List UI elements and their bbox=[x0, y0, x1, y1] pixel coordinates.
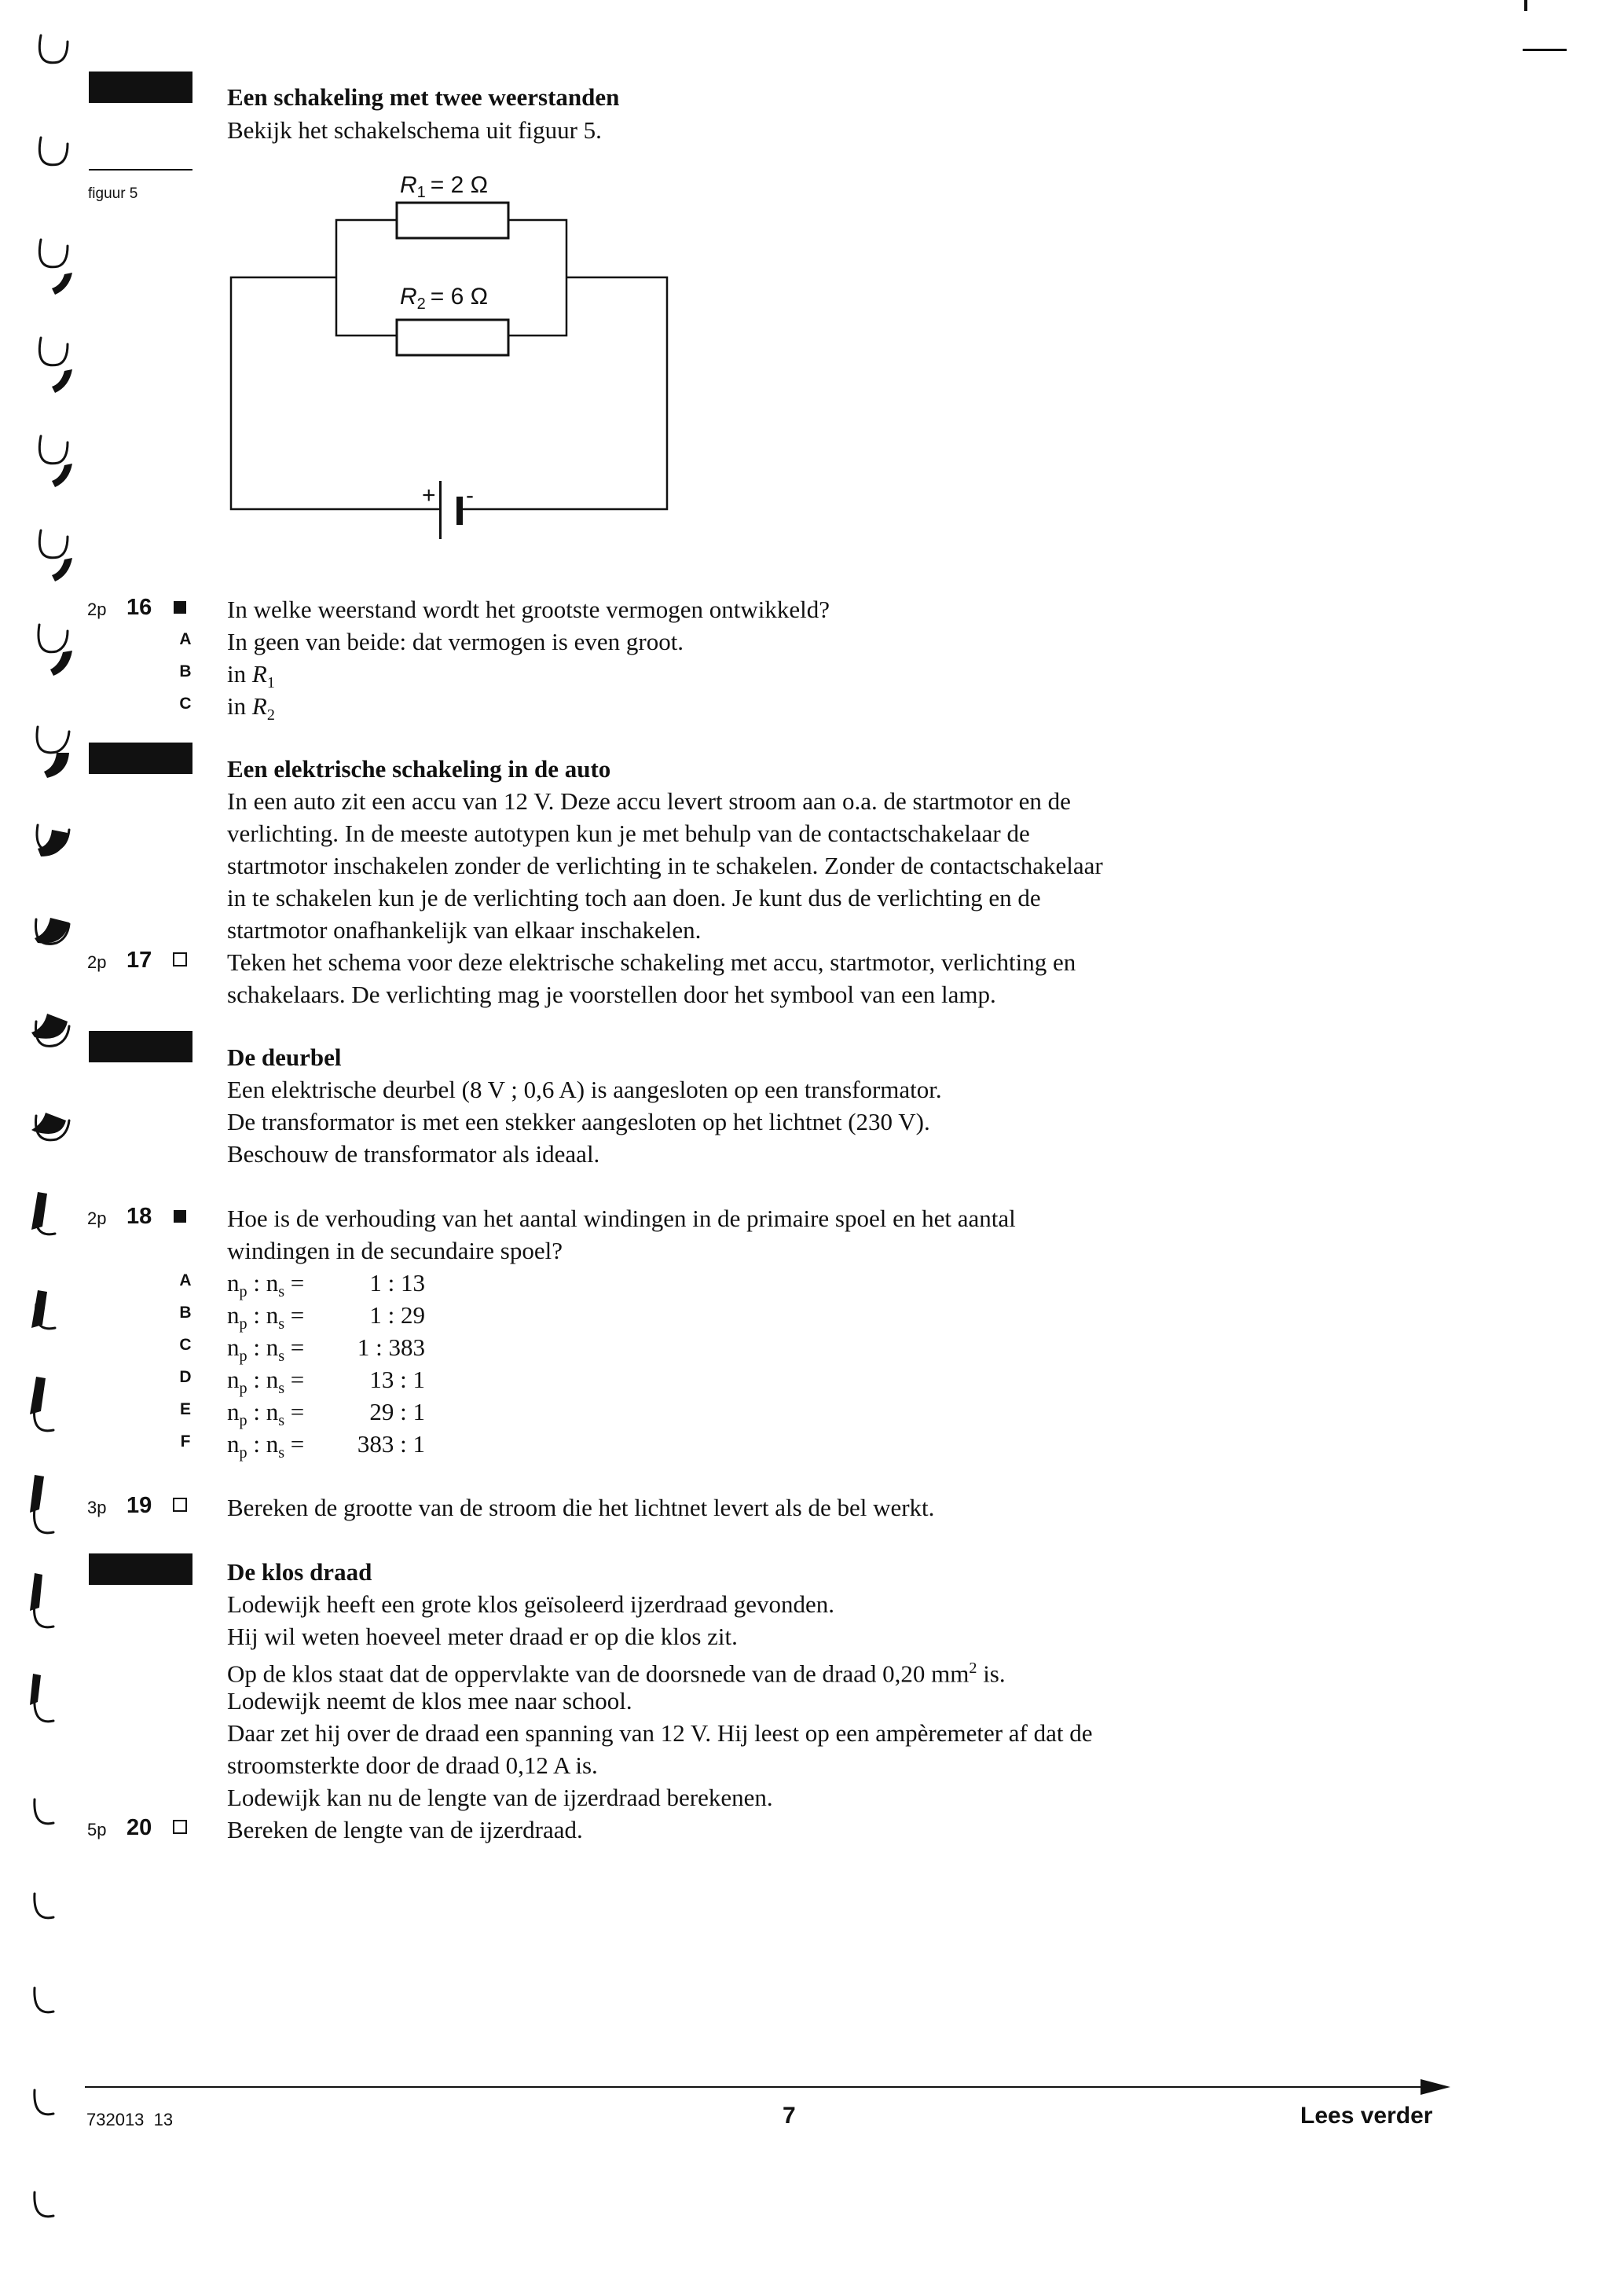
curl-mark bbox=[35, 1509, 54, 1533]
question-text: Bereken de lengte van de ijzerdraad. bbox=[227, 1816, 583, 1843]
option-letter: C bbox=[179, 1336, 192, 1354]
wire bbox=[508, 220, 566, 336]
question-number: 19 bbox=[126, 1493, 152, 1518]
circuit-diagram bbox=[220, 157, 691, 558]
question-number-16 bbox=[87, 595, 189, 623]
footer-code: 732013 13 bbox=[86, 2110, 174, 2129]
question-text: windingen in de secundaire spoel? bbox=[227, 1237, 563, 1264]
multiple-choice-square-icon bbox=[174, 1210, 186, 1223]
points-label: 2p bbox=[87, 952, 107, 972]
section-intro: Bekijk het schakelschema uit figuur 5. bbox=[227, 116, 602, 144]
open-question-box-icon bbox=[173, 952, 187, 966]
paragraph-line: In een auto zit een accu van 12 V. Deze accu levert stroom aan o.a. de startmotor en de bbox=[227, 787, 1071, 815]
paragraph-line: De transformator is met een stekker aangesloten op het lichtnet (230 V). bbox=[227, 1108, 930, 1135]
paragraph-line: startmotor inschakelen zonder de verlichting in te schakelen. Zonder de contactschakelaar bbox=[227, 852, 1103, 879]
footer-arrow-rule bbox=[85, 2078, 1452, 2096]
paragraph-line: Hij wil weten hoeveel meter draad er op die klos zit. bbox=[227, 1623, 738, 1650]
option-letter: B bbox=[179, 662, 192, 680]
option-text: in $R_1$ bbox=[227, 660, 275, 692]
resistor-r1 bbox=[397, 203, 508, 238]
points-label: 5p bbox=[87, 1820, 107, 1839]
section-marker bbox=[89, 743, 192, 774]
r1-label: $R_1 = 2$ Ω bbox=[400, 172, 489, 201]
option-letter: E bbox=[179, 1400, 191, 1418]
figure-rule bbox=[89, 169, 192, 171]
section-marker bbox=[89, 1553, 192, 1585]
ratio-option: $n_p$ : $n_s = 1$ : 29 bbox=[227, 1301, 425, 1333]
curl-mark bbox=[39, 530, 68, 558]
question-text: Teken het schema voor deze elektrische schakeling met accu, startmotor, verlichting en bbox=[227, 948, 1076, 976]
option-letter: B bbox=[179, 1304, 192, 1322]
option-text: In geen van beide: dat vermogen is even groot. bbox=[227, 628, 684, 655]
battery-long-plate bbox=[439, 481, 442, 539]
question-number-17 bbox=[87, 948, 189, 976]
paragraph-line: Lodewijk neemt de klos mee naar school. bbox=[227, 1687, 632, 1715]
question-number: 17 bbox=[126, 948, 152, 973]
corner-dash bbox=[1523, 49, 1567, 51]
battery-minus: - bbox=[466, 482, 474, 508]
section-marker bbox=[89, 1031, 192, 1062]
curl-mark bbox=[35, 1988, 53, 2012]
battery-plus: + bbox=[422, 482, 436, 508]
paragraph-line: Op de klos staat dat de oppervlakte van de doorsnede van de draad 0,20 $mm^2$ is. bbox=[227, 1660, 1006, 1688]
points-label: 2p bbox=[87, 1209, 107, 1228]
question-number-19 bbox=[87, 1493, 189, 1521]
curl-mark bbox=[39, 138, 68, 165]
open-question-box-icon bbox=[173, 1820, 187, 1834]
curl-mark bbox=[35, 1894, 53, 1918]
paragraph-line: in te schakelen kun je de verlichting toch aan doen. Je kunt dus de verlichting en de bbox=[227, 884, 1041, 911]
footer-continue: Lees verder bbox=[1300, 2103, 1433, 2129]
multiple-choice-square-icon bbox=[174, 601, 186, 614]
question-number-18 bbox=[87, 1204, 189, 1232]
paragraph-line: stroomsterkte door de draad 0,12 A is. bbox=[227, 1751, 598, 1779]
points-label: 3p bbox=[87, 1498, 107, 1517]
ratio-option: $n_p$ : $n_s = 383$ : 1 bbox=[227, 1430, 425, 1462]
section-title: Een elektrische schakeling in de auto bbox=[227, 755, 611, 783]
curl-mark bbox=[39, 240, 68, 267]
question-number-20 bbox=[87, 1815, 189, 1843]
battery-short-plate bbox=[456, 497, 463, 525]
figure-label: figuur 5 bbox=[88, 185, 138, 202]
footer-page-number: 7 bbox=[783, 2103, 796, 2129]
wire bbox=[460, 277, 667, 509]
option-letter: A bbox=[179, 630, 192, 648]
question-text: In welke weerstand wordt het grootste vermogen ontwikkeld? bbox=[227, 596, 830, 623]
question-text: schakelaars. De verlichting mag je voorstellen door het symbool van een lamp. bbox=[227, 981, 996, 1008]
r2-label: $R_2 = 6$ Ω bbox=[400, 284, 489, 313]
ratio-option: $n_p$ : $n_s = 1$ : 13 bbox=[227, 1269, 425, 1301]
question-number: 18 bbox=[126, 1204, 152, 1229]
question-number: 16 bbox=[126, 595, 152, 620]
paragraph-line: Beschouw de transformator als ideaal. bbox=[227, 1140, 600, 1168]
section-title: Een schakeling met twee weerstanden bbox=[227, 83, 620, 111]
curl-mark bbox=[35, 2192, 53, 2217]
option-letter: C bbox=[179, 695, 192, 713]
question-text: Bereken de grootte van de stroom die het lichtnet levert als de bel werkt. bbox=[227, 1494, 935, 1521]
question-text: Hoe is de verhouding van het aantal windingen in de primaire spoel en het aantal bbox=[227, 1205, 1016, 1232]
paragraph-line: verlichting. In de meeste autotypen kun je met behulp van de contactschakelaar de bbox=[227, 820, 1030, 847]
curl-mark bbox=[39, 35, 68, 63]
paragraph-line: Lodewijk kan nu de lengte van de ijzerdraad berekenen. bbox=[227, 1784, 773, 1811]
paragraph-line: Een elektrische deurbel (8 V ; 0,6 A) is aangesloten op een transformator. bbox=[227, 1076, 942, 1103]
curl-mark bbox=[35, 1799, 53, 1824]
section-marker bbox=[89, 72, 192, 103]
open-question-box-icon bbox=[173, 1498, 187, 1512]
arrow-right-icon bbox=[1421, 2079, 1450, 2095]
points-label: 2p bbox=[87, 600, 107, 619]
paragraph-line: Lodewijk heeft een grote klos geïsoleerd ijzerdraad gevonden. bbox=[227, 1590, 834, 1618]
curl-mark bbox=[39, 436, 68, 464]
option-letter: F bbox=[180, 1432, 191, 1451]
question-number: 20 bbox=[126, 1815, 152, 1840]
curl-mark bbox=[35, 2090, 53, 2114]
option-letter: D bbox=[179, 1368, 192, 1386]
binding-marks bbox=[0, 0, 94, 2296]
option-text: in $R_2$ bbox=[227, 692, 275, 724]
paragraph-line: startmotor onafhankelijk van elkaar inschakelen. bbox=[227, 916, 702, 944]
corner-mark bbox=[1524, 0, 1527, 11]
section-title: De deurbel bbox=[227, 1043, 342, 1071]
option-letter: A bbox=[179, 1271, 192, 1289]
ratio-option: $n_p$ : $n_s = 1$ : 383 bbox=[227, 1333, 425, 1366]
wire bbox=[336, 220, 397, 336]
ratio-option: $n_p$ : $n_s = 13$ : 1 bbox=[227, 1366, 425, 1398]
section-title: De klos draad bbox=[227, 1558, 372, 1586]
resistor-r2 bbox=[397, 320, 508, 355]
curl-mark bbox=[38, 625, 68, 652]
paragraph-line: Daar zet hij over de draad een spanning van 12 V. Hij leest op een ampèremeter af dat de bbox=[227, 1719, 1093, 1747]
curl-mark bbox=[37, 727, 69, 753]
ratio-option: $n_p$ : $n_s = 29$ : 1 bbox=[227, 1398, 425, 1430]
curl-mark bbox=[39, 338, 68, 365]
